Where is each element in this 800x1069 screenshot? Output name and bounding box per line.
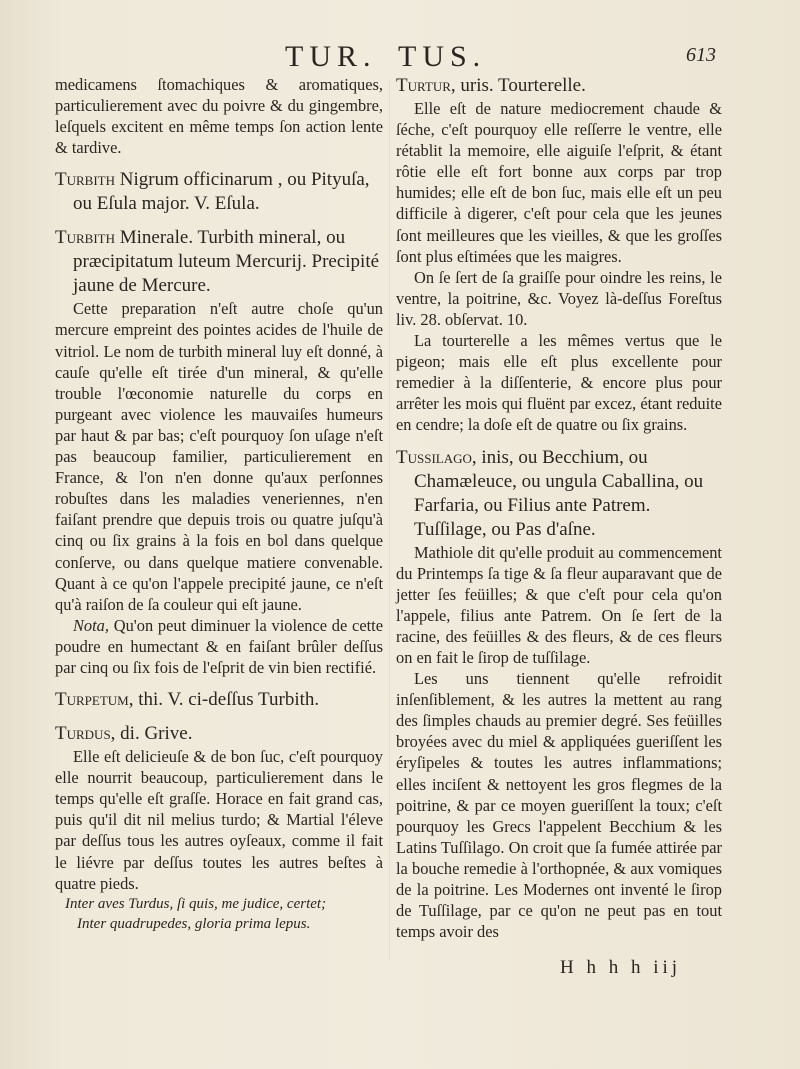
verse-line: Inter aves Turdus, ſi quis, me judice, certet; [65,895,327,912]
entry-turdus [55,722,383,746]
verse-line: Inter quadrupedes, gloria prima lepus. [77,915,311,932]
entry-paragraph: On ſe ſert de ſa graiſſe pour oindre les reins, le ventre, la poitrine, &c. Voyez là-deſſus Foreſtus liv. 28. obſervat. 10. [396,267,722,329]
page-number: 613 [686,44,716,66]
header-left: TUR. [285,40,377,73]
running-header [0,40,800,74]
nota-label: Nota, [73,615,109,635]
signature-mark: H h h h iij [560,957,682,978]
entry-paragraph: Mathiole dit qu'elle produit au commencement du Printemps ſa tige & ſa fleur auparavant que de jetter ſes feüilles; & que c'eſt pour cela qu'on l'appele, filius ante Patrem. On ſe ſert de la racine, des feüilles & des fleurs, & de ces fleurs on en fait le ſirop de tuſſilage. [396,542,722,667]
entry-tussilago [396,446,722,542]
entry-paragraph: Elle eſt delicieuſe & de bon ſuc, c'eſt pourquoy elle nourrit beaucoup, particulierement dans le temps qu'elle eſt graſſe. Horace en fait grand cas, puis qu'il dit nil melius turdo; & Martial l'éleve par deſſus tous les autres oyſeaux, comme il fait le liévre par deſſus toutes les autres beſtes à quatre pieds. [55,747,383,893]
entry-headword: Turbith [55,227,115,249]
entry-turbith-minerale [55,226,383,298]
entry-headword: Turdus, [55,723,116,745]
entry-title-rest: uris. Tourterelle. [455,75,586,96]
entry-turbith-nigrum [55,168,383,216]
continued-paragraph: medicamens ſtomachiques & aromatiques, particulierement avec du poivre & du gingembre, leſquels excitent en même temps ſon action lente & tardive. [55,75,383,158]
nota-text: Qu'on peut diminuer la violence de cette poudre en humectant & en faiſant brûler deſſus par cinq ou ſix fois de l'eſprit de vin bien rectifié. [55,615,383,677]
column-gutter [389,80,390,960]
entry-headword: Turtur, [396,75,456,96]
entry-paragraph: Elle eſt de nature mediocrement chaude & ſéche, c'eſt pourquoy elle reſſerre le ventre, elle rétablit la memoire, elle aiguiſe l'eſprit, & étant rôtie elle eſt fort bonne aux corps par trop humides; elle eſt de bon ſuc, mais elle eſt un peu difficile à digerer, c'eſt pour cela que les jeunes ſont meilleures que les vieilles, & que les groſſes ſont plus eſtimées que les maigres. [396,99,722,266]
entry-title-rest: Minerale. Turbith mineral, ou præcipitatum luteum Mercurij. Precipité jaune de Mercure. [73,227,380,297]
right-column [396,74,722,942]
entry-title-rest: di. Grive. [115,723,193,745]
entry-title-rest: inis, ou Becchium, ou Chamæleuce, ou ungula Caballina, ou Farfaria, ou Filius ante Patrem. Tuſſilage, ou Pas d'aſne. [414,446,704,540]
entry-headword: Turbith [55,169,115,191]
left-column [55,74,383,934]
header-right: TUS. [398,40,487,73]
entry-headword: Tussilago, [396,446,477,468]
entry-paragraph: Les uns tiennent qu'elle refroidit inſenſiblement, & les autres la mettent au rang des ſimples chauds au premier degré. Ses feüilles broyées avec du miel & appliquées gueriſſent les éryſipeles & toutes les autres inflammations; elles inciſent & nettoyent les gros flegmes de la poitrine, & par ce moyen gueriſſent la toux; c'eſt pourquoy les Grecs l'appelent Becchium & les Latins Tuſſilago. On croit que ſa fumée attirée par la bouche remedie à l'orthopnée, & aux vomiques de la poitrine. Les Modernes ont inventé le ſirop de Tuſſilage, par ce qu'on ne peut pas en tout temps avoir des [396,669,722,942]
entry-title-rest: Nigrum officinarum , ou Pityuſa, ou Eſula major. V. Eſula. [73,169,370,215]
entry-turpetum [55,688,383,712]
entry-paragraph: La tourterelle a les mêmes vertus que le pigeon; mais elle eſt plus excellente pour remedier à la diſſenterie, & encore plus pour arrêter les mois qui fluënt par excez, étant reduite en cendre; la doſe eſt de quatre ou ſix grains. [396,331,722,435]
entry-turtur [396,74,722,98]
entry-paragraph: Cette preparation n'eſt autre choſe qu'un mercure empreint des pointes acides de l'huile de vitriol. Le nom de turbith mineral luy eſt donné, à cauſe qu'elle eſt tirée d'un mineral, & qu'elle trouble l'œconomie naturelle du corps en purgeant avec violence les mauvaiſes humeurs par haut & par bas; c'eſt pourquoy ſon uſage n'eſt pas beaucoup familier, particulierement en France, & l'on n'en donne qu'aux perſonnes robuſtes dans les maladies veneriennes, n'en faiſant prendre que depuis trois ou quatre juſqu'à cinq ou ſix grains à la fois en bol dans quelque conſerve, ou dans quelque matiere convenable. Quant à ce qu'on l'appele precipité jaune, ce n'eſt qu'à raiſon de ſa couleur qui eſt jaune. [55,299,383,614]
entry-title-rest: thi. V. ci-deſſus Turbith. [133,689,320,711]
entry-paragraph-nota [55,615,383,678]
entry-headword: Turpetum, [55,689,134,711]
